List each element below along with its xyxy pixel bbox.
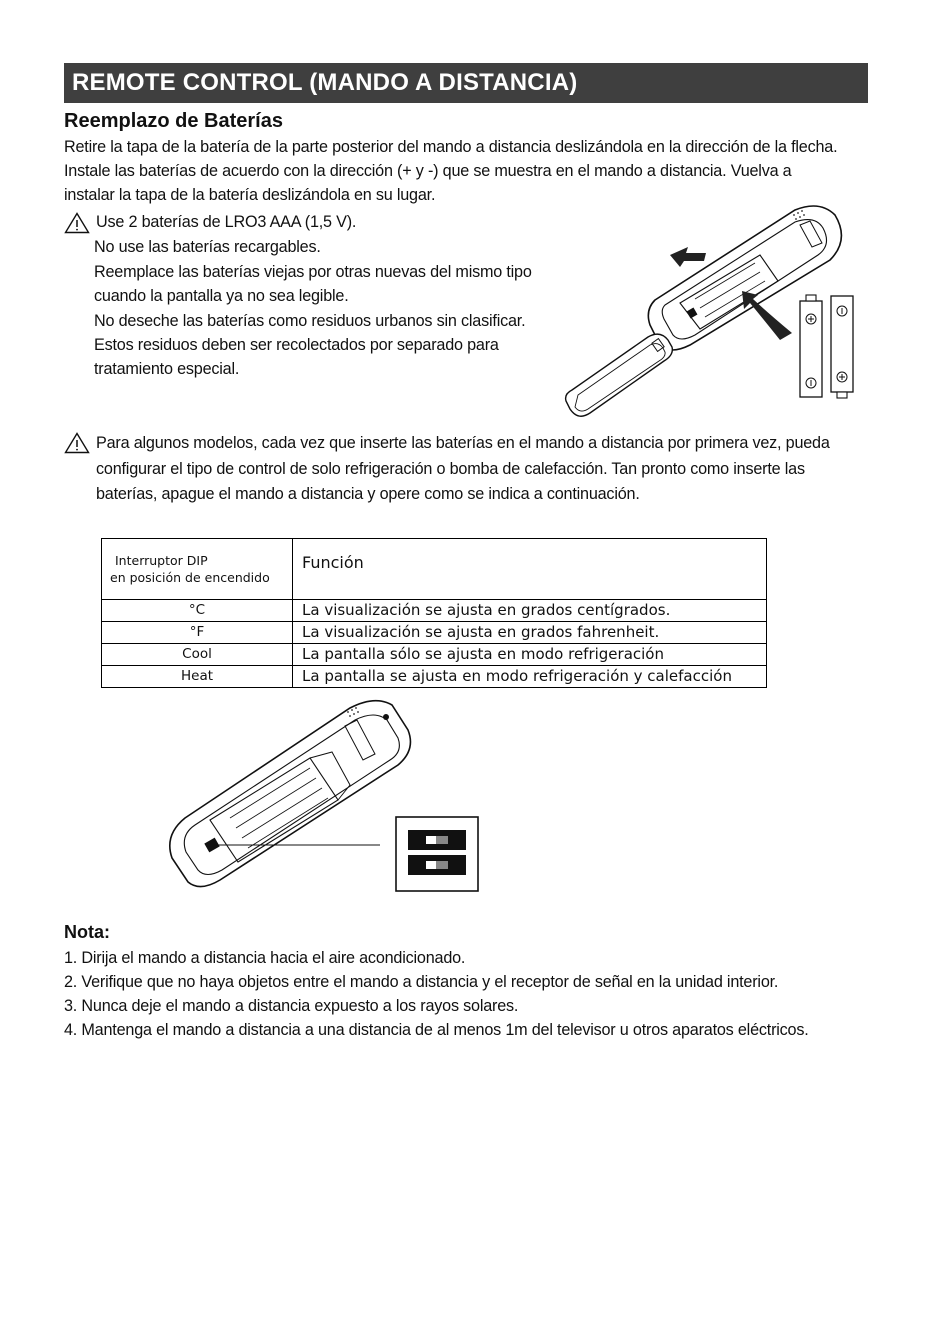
function-cell: La pantalla sólo se ajusta en modo refrigeración [293, 644, 767, 666]
function-cell: La visualización se ajusta en grados fahrenheit. [293, 622, 767, 644]
warning1-line-2: Reemplace las baterías viejas por otras nuevas del mismo tipo [94, 263, 532, 281]
table-header-switch [102, 539, 293, 600]
page-title: REMOTE CONTROL (MANDO A DISTANCIA) [64, 63, 868, 103]
switch-cell: Cool [102, 644, 293, 666]
header-switch-line1: Interruptor DIP [115, 553, 208, 568]
warning1-line-3: cuando la pantalla ya no sea legible. [94, 287, 349, 305]
header-switch-line2: en posición de encendido [110, 570, 270, 585]
warning2-line-3: baterías, apague el mando a distancia y opere como se indica a continuación. [96, 485, 640, 503]
table-row [102, 622, 767, 644]
warning1-line-4: No deseche las baterías como residuos urbanos sin clasificar. [94, 312, 526, 330]
warning1-line-1: No use las baterías recargables. [94, 238, 321, 256]
switch-cell: °C [102, 600, 293, 622]
function-cell: La visualización se ajusta en grados centígrados. [293, 600, 767, 622]
note-title: Nota: [64, 922, 110, 942]
function-cell: La pantalla se ajusta en modo refrigeración y calefacción [293, 666, 767, 688]
warning1-line-5: Estos residuos deben ser recolectados por separado para [94, 336, 499, 354]
warning2-line-1: Para algunos modelos, cada vez que inserte las baterías en el mando a distancia por primera vez, pueda [96, 434, 830, 452]
warning2-line-2: configurar el tipo de control de solo refrigeración o bomba de calefacción. Tan pronto como inserte las [96, 460, 805, 478]
note-item: 1. Dirija el mando a distancia hacia el aire acondicionado. [64, 949, 466, 967]
table-row [102, 666, 767, 688]
table-row [102, 600, 767, 622]
note-item: 2. Verifique que no haya objetos entre el mando a distancia y el receptor de señal en la unidad interior. [64, 973, 779, 991]
note-item: 4. Mantenga el mando a distancia a una distancia de al menos 1m del televisor u otros aparatos eléctricos. [64, 1021, 809, 1039]
dip-switch-illustration [160, 690, 490, 902]
remote-control-battery-illustration [560, 195, 865, 425]
section-heading: Reemplazo de Baterías [64, 110, 283, 132]
intro-line-3: instalar la tapa de la batería deslizándola en su lugar. [64, 186, 436, 204]
table-row [102, 644, 767, 666]
note-item: 3. Nunca deje el mando a distancia expuesto a los rayos solares. [64, 997, 519, 1015]
warning-triangle-icon [64, 432, 90, 454]
intro-line-1: Retire la tapa de la batería de la parte posterior del mando a distancia deslizándola en la dirección de la flecha. [64, 138, 838, 156]
warning-triangle-icon [64, 212, 90, 234]
intro-line-2: Instale las baterías de acuerdo con la dirección (+ y -) que se muestra en el mando a distancia. Vuelva a [64, 162, 792, 180]
switch-cell: Heat [102, 666, 293, 688]
table-header-row [102, 539, 767, 600]
switch-cell: °F [102, 622, 293, 644]
warning1-first: Use 2 baterías de LRO3 AAA (1,5 V). [96, 213, 357, 231]
table-header-function: Función [293, 539, 767, 600]
warning1-line-6: tratamiento especial. [94, 360, 240, 378]
dip-switch-table [101, 538, 767, 688]
